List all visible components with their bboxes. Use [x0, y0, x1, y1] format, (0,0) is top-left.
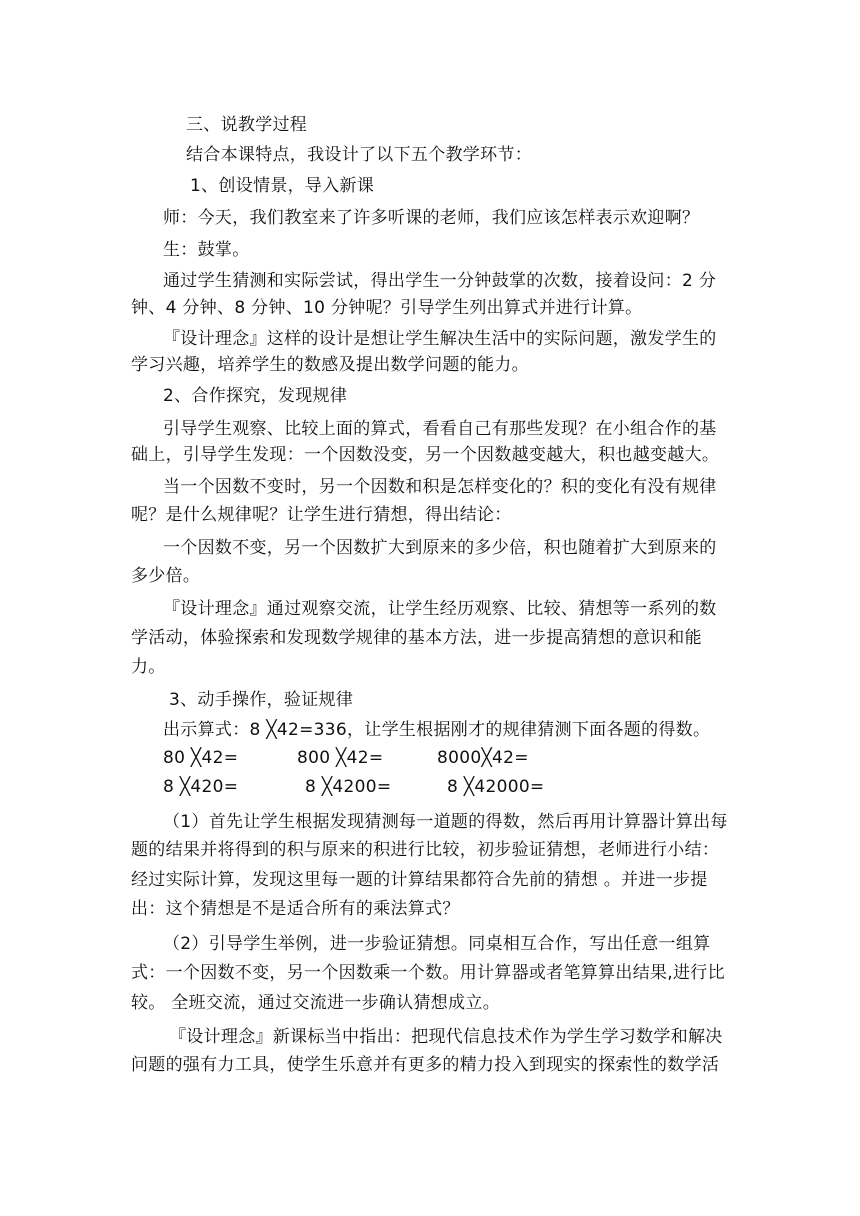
intro-paragraph: 结合本课特点，我设计了以下五个教学环节：: [186, 145, 532, 165]
step2-design-idea-line-1: 『设计理念』通过观察交流，让学生经历观察、比较、猜想等一系列的数: [163, 599, 717, 619]
step2-conclusion-line-2: 多少倍。: [131, 566, 201, 586]
step2-paragraph-2-line-2: 呢？是什么规律呢？让学生进行猜想，得出结论：: [131, 505, 512, 525]
step3-heading: 3、动手操作，验证规律: [169, 690, 354, 710]
step2-paragraph-1-line-1: 引导学生观察、比较上面的算式，看看自己有那些发现？在小组合作的基: [163, 419, 717, 439]
step2-heading: 2、合作探究，发现规律: [163, 386, 348, 406]
step2-conclusion-line-1: 一个因数不变，另一个因数扩大到原来的多少倍，积也随着扩大到原来的: [163, 538, 717, 558]
equation-8000x42: 8000╳42=: [437, 748, 529, 768]
step3-item1-line-4: 出：这个猜想是不是适合所有的乘法算式？: [131, 899, 460, 919]
step1-student-line: 生：鼓掌。: [163, 240, 250, 260]
step3-item1-line-3: 经过实际计算，发现这里每一题的计算结果都符合先前的猜想 。并进一步提: [131, 870, 708, 890]
step3-formula-intro: 出示算式：8 ╳42=336，让学生根据刚才的规律猜测下面各题的得数。: [163, 720, 711, 740]
step3-item2-line-3: 较。 全班交流，通过交流进一步确认猜想成立。: [131, 993, 501, 1013]
equation-800x42: 800 ╳42=: [297, 748, 384, 768]
step1-design-idea-line-2: 学习兴趣，培养学生的数感及提出数学问题的能力。: [131, 355, 529, 375]
step2-paragraph-2-line-1: 当一个因数不变时，另一个因数和积是怎样变化的？积的变化有没有规律: [163, 477, 717, 497]
step3-design-idea-line-2: 问题的强有力工具，使学生乐意并有更多的精力投入到现实的探索性的数学活: [131, 1055, 720, 1075]
step1-teacher-line: 师：今天，我们教室来了许多听课的老师，我们应该怎样表示欢迎啊？: [163, 208, 700, 228]
equation-8x4200: 8 ╳4200=: [305, 777, 392, 797]
step3-item2-line-2: 式：一个因数不变，另一个因数乘一个数。用计算器或者笔算算出结果,进行比: [131, 963, 725, 983]
equation-80x42: 80 ╳42=: [163, 748, 239, 768]
step2-design-idea-line-2: 学活动，体验探索和发现数学规律的基本方法，进一步提高猜想的意识和能: [131, 628, 702, 648]
step2-paragraph-1-line-2: 础上，引导学生发现：一个因数没变，另一个因数越变越大，积也越变越大。: [131, 445, 720, 465]
equation-8x42000: 8 ╳42000=: [447, 777, 545, 797]
step1-design-idea-line-1: 『设计理念』这样的设计是想让学生解决生活中的实际问题，激发学生的: [163, 329, 717, 349]
step1-heading: 1、创设情景，导入新课: [190, 176, 375, 196]
section-heading: 三、说教学过程: [186, 115, 308, 135]
step2-design-idea-line-3: 力。: [131, 657, 166, 677]
step3-item1-line-2: 题的结果并将得到的积与原来的积进行比较，初步验证猜想，老师进行小结：: [131, 840, 720, 860]
step3-item2-line-1: （2）引导学生举例，进一步验证猜想。同桌相互合作，写出任意一组算: [163, 934, 711, 954]
step3-item1-line-1: （1）首先让学生根据发现猜测每一道题的得数，然后再用计算器计算出每: [163, 812, 728, 832]
step3-design-idea-line-1: 『设计理念』新课标当中指出：把现代信息技术作为学生学习数学和解决: [169, 1027, 723, 1047]
equation-8x420: 8 ╳420=: [163, 777, 239, 797]
step1-paragraph-line-1: 通过学生猜测和实际尝试，得出学生一分钟鼓掌的次数，接着设问：2 分: [163, 271, 717, 291]
step1-paragraph-line-2: 钟、4 分钟、8 分钟、10 分钟呢？引导学生列出算式并进行计算。: [131, 298, 643, 318]
